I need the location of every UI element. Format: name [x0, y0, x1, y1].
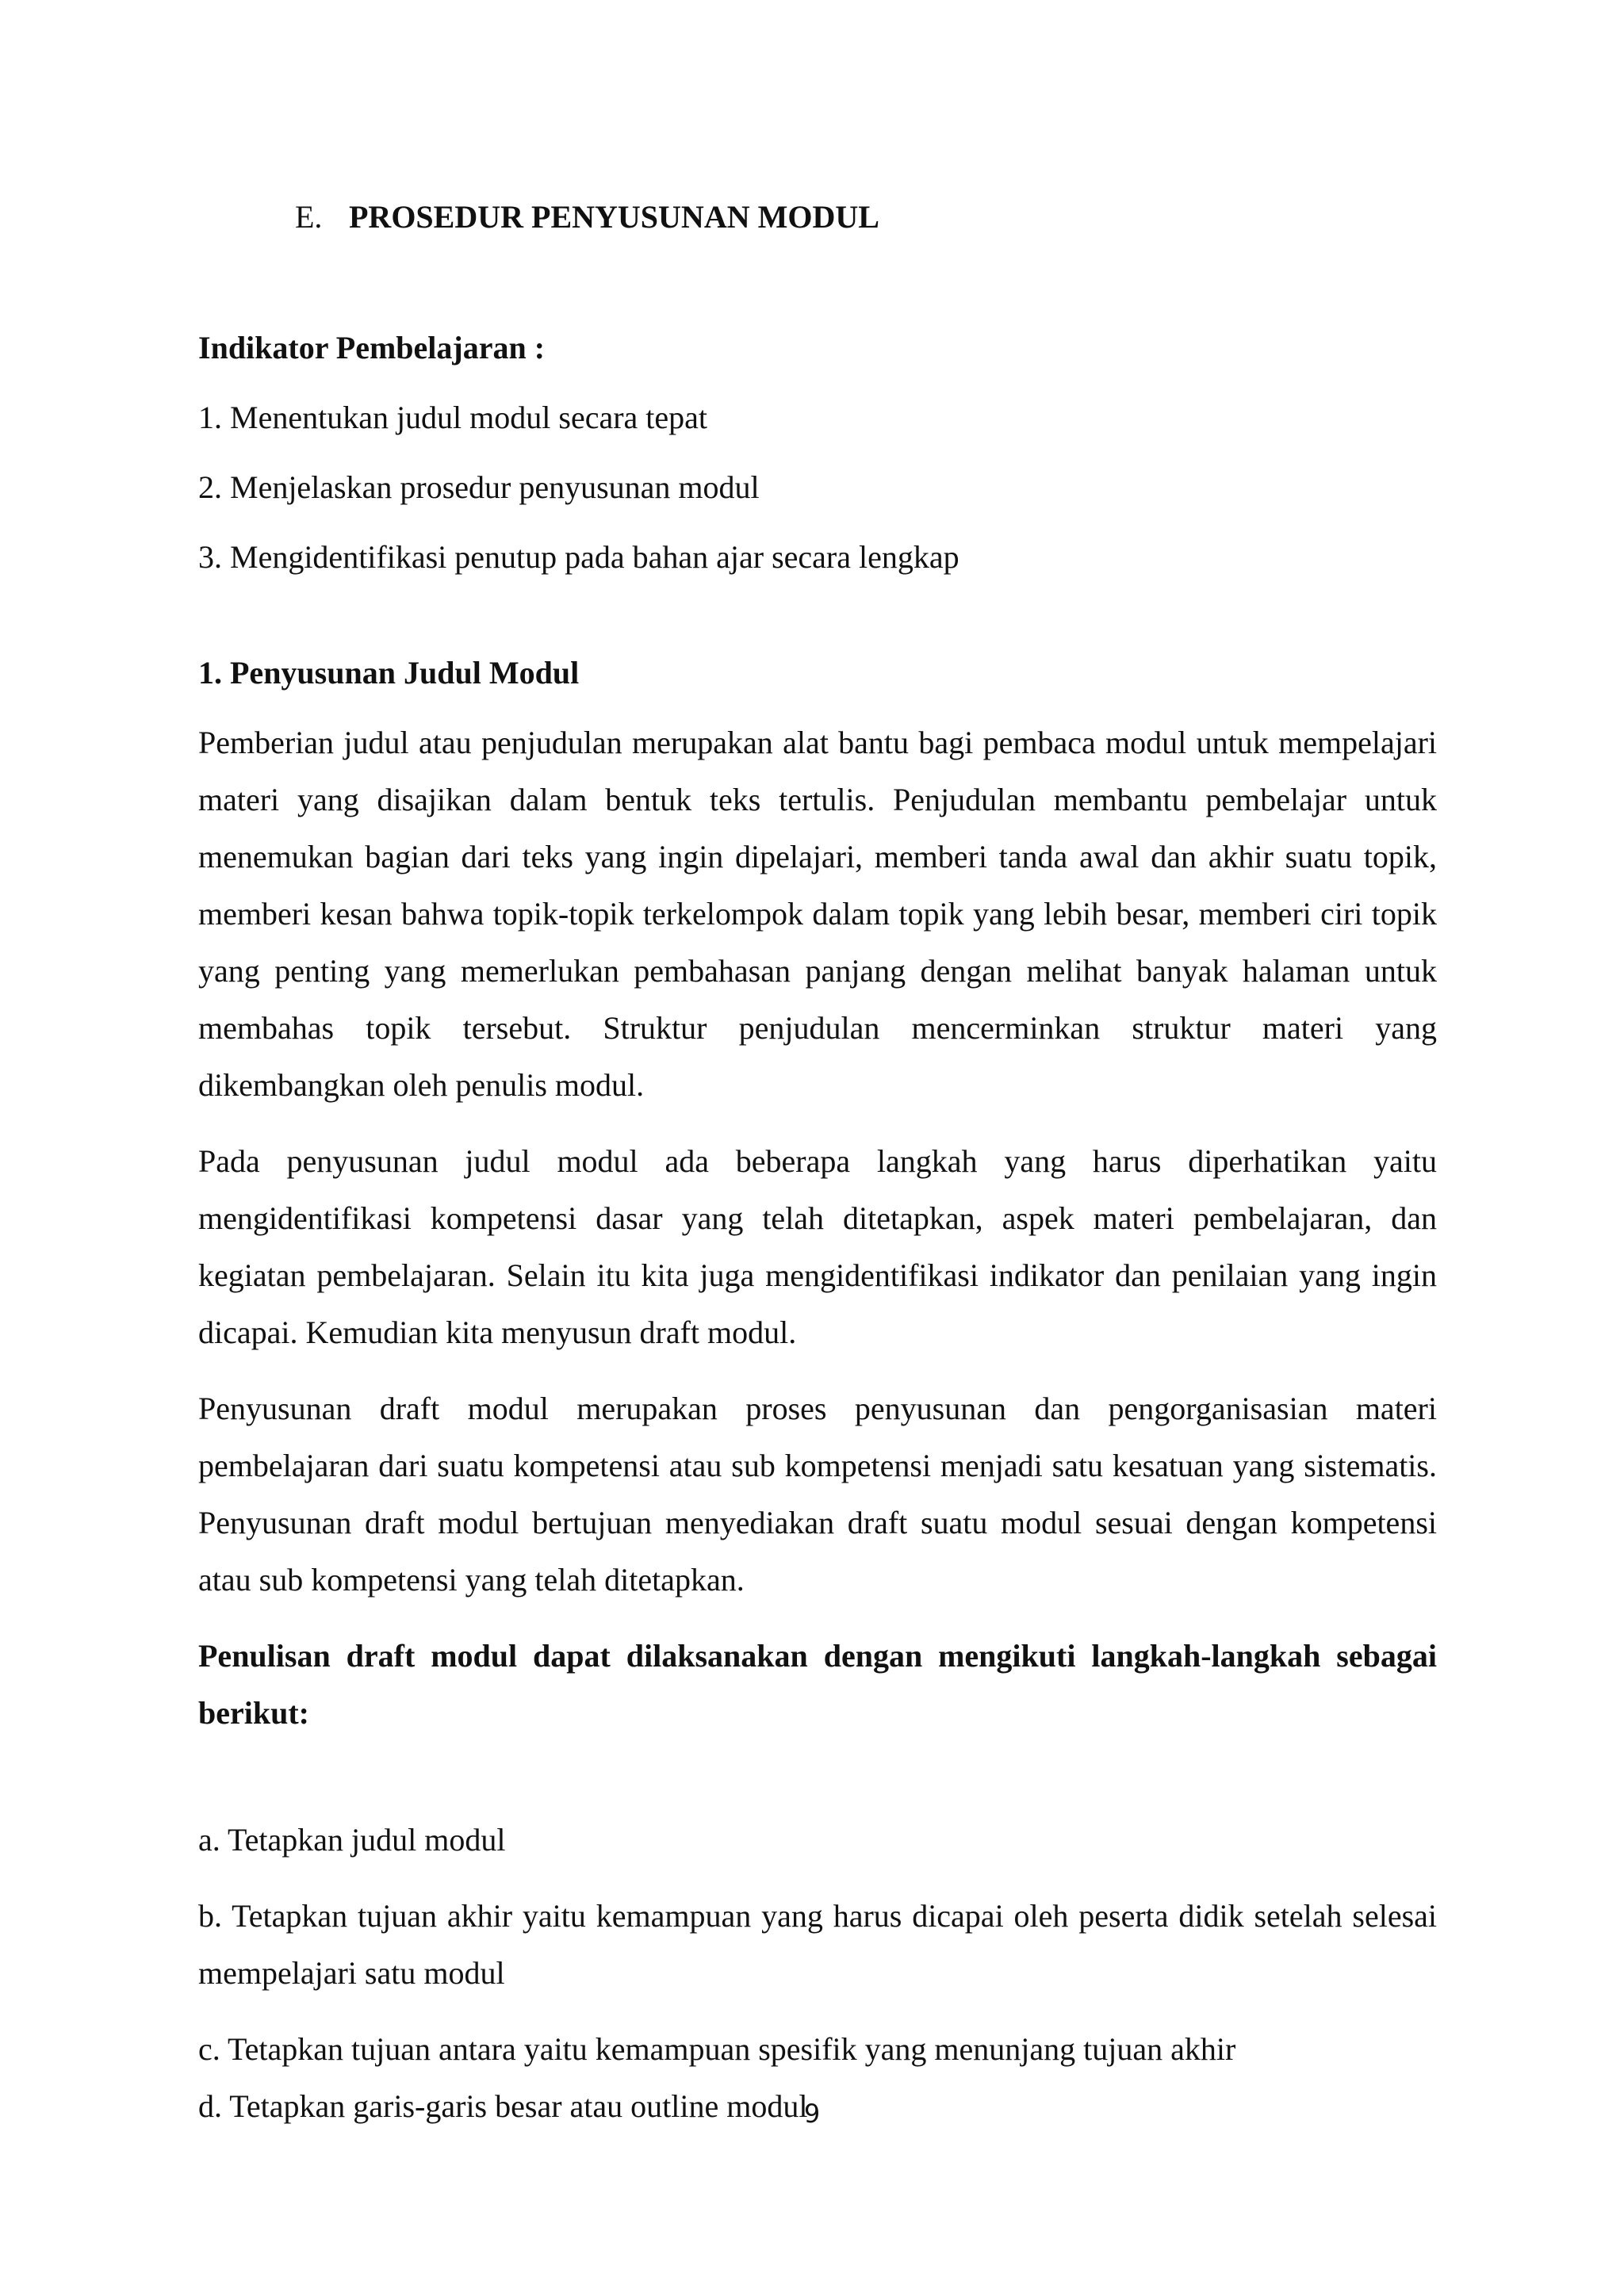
- step-b: b. Tetapkan tujuan akhir yaitu kemampuan yang harus dicapai oleh peserta didik setelah selesai mempelajari satu modul: [198, 1898, 1437, 1991]
- step-a: a. Tetapkan judul modul: [198, 1822, 506, 1858]
- section-heading: [295, 193, 879, 241]
- step-c: c. Tetapkan tujuan antara yaitu kemampuan spesifik yang menunjang tujuan akhir: [198, 2031, 1236, 2067]
- subsection-heading: 1. Penyusunan Judul Modul: [198, 655, 580, 691]
- page-number: 9: [803, 2099, 821, 2129]
- indicator-item-1: 1. Menentukan judul modul secara tepat: [198, 400, 708, 435]
- step-d: d. Tetapkan garis-garis besar atau outline modul: [198, 2088, 808, 2124]
- indicator-item-2: 2. Menjelaskan prosedur penyusunan modul: [198, 469, 760, 505]
- bold-statement: Penulisan draft modul dapat dilaksanakan dengan mengikuti langkah-langkah sebagai berikut:: [198, 1638, 1437, 1731]
- indicator-item-3: 3. Mengidentifikasi penutup pada bahan ajar secara lengkap: [198, 539, 959, 575]
- section-letter: E.: [295, 199, 323, 235]
- paragraph-2: Pada penyusunan judul modul ada beberapa langkah yang harus diperhatikan yaitu mengidentifikasi kompetensi dasar yang telah ditetapkan, aspek materi pembelajaran, dan kegiatan pembelajaran. Selain itu kita juga mengidentifikasi indikator dan penilaian yang ingin dicapai. Kemudian kita menyusun draft modul.: [198, 1143, 1437, 1350]
- paragraph-3: Penyusunan draft modul merupakan proses penyusunan dan pengorganisasian materi pembelajaran dari suatu kompetensi atau sub kompetensi menjadi satu kesatuan yang sistematis. Penyusunan draft modul bertujuan menyediakan draft suatu modul sesuai dengan kompetensi atau sub kompetensi yang telah ditetapkan.: [198, 1391, 1437, 1598]
- section-title: PROSEDUR PENYUSUNAN MODUL: [349, 199, 879, 235]
- indicators-heading: Indikator Pembelajaran :: [198, 330, 546, 365]
- paragraph-1: Pemberian judul atau penjudulan merupakan alat bantu bagi pembaca modul untuk mempelajari materi yang disajikan dalam bentuk teks tertulis. Penjudulan membantu pembelajar untuk menemukan bagian dari teks yang ingin dipelajari, memberi tanda awal dan akhir suatu topik, memberi kesan bahwa topik-topik terkelompok dalam topik yang lebih besar, memberi ciri topik yang penting yang memerlukan pembahasan panjang dengan melihat banyak halaman untuk membahas topik tersebut. Struktur penjudulan mencerminkan struktur materi yang dikembangkan oleh penulis modul.: [198, 725, 1437, 1103]
- page-content: [198, 320, 1437, 2135]
